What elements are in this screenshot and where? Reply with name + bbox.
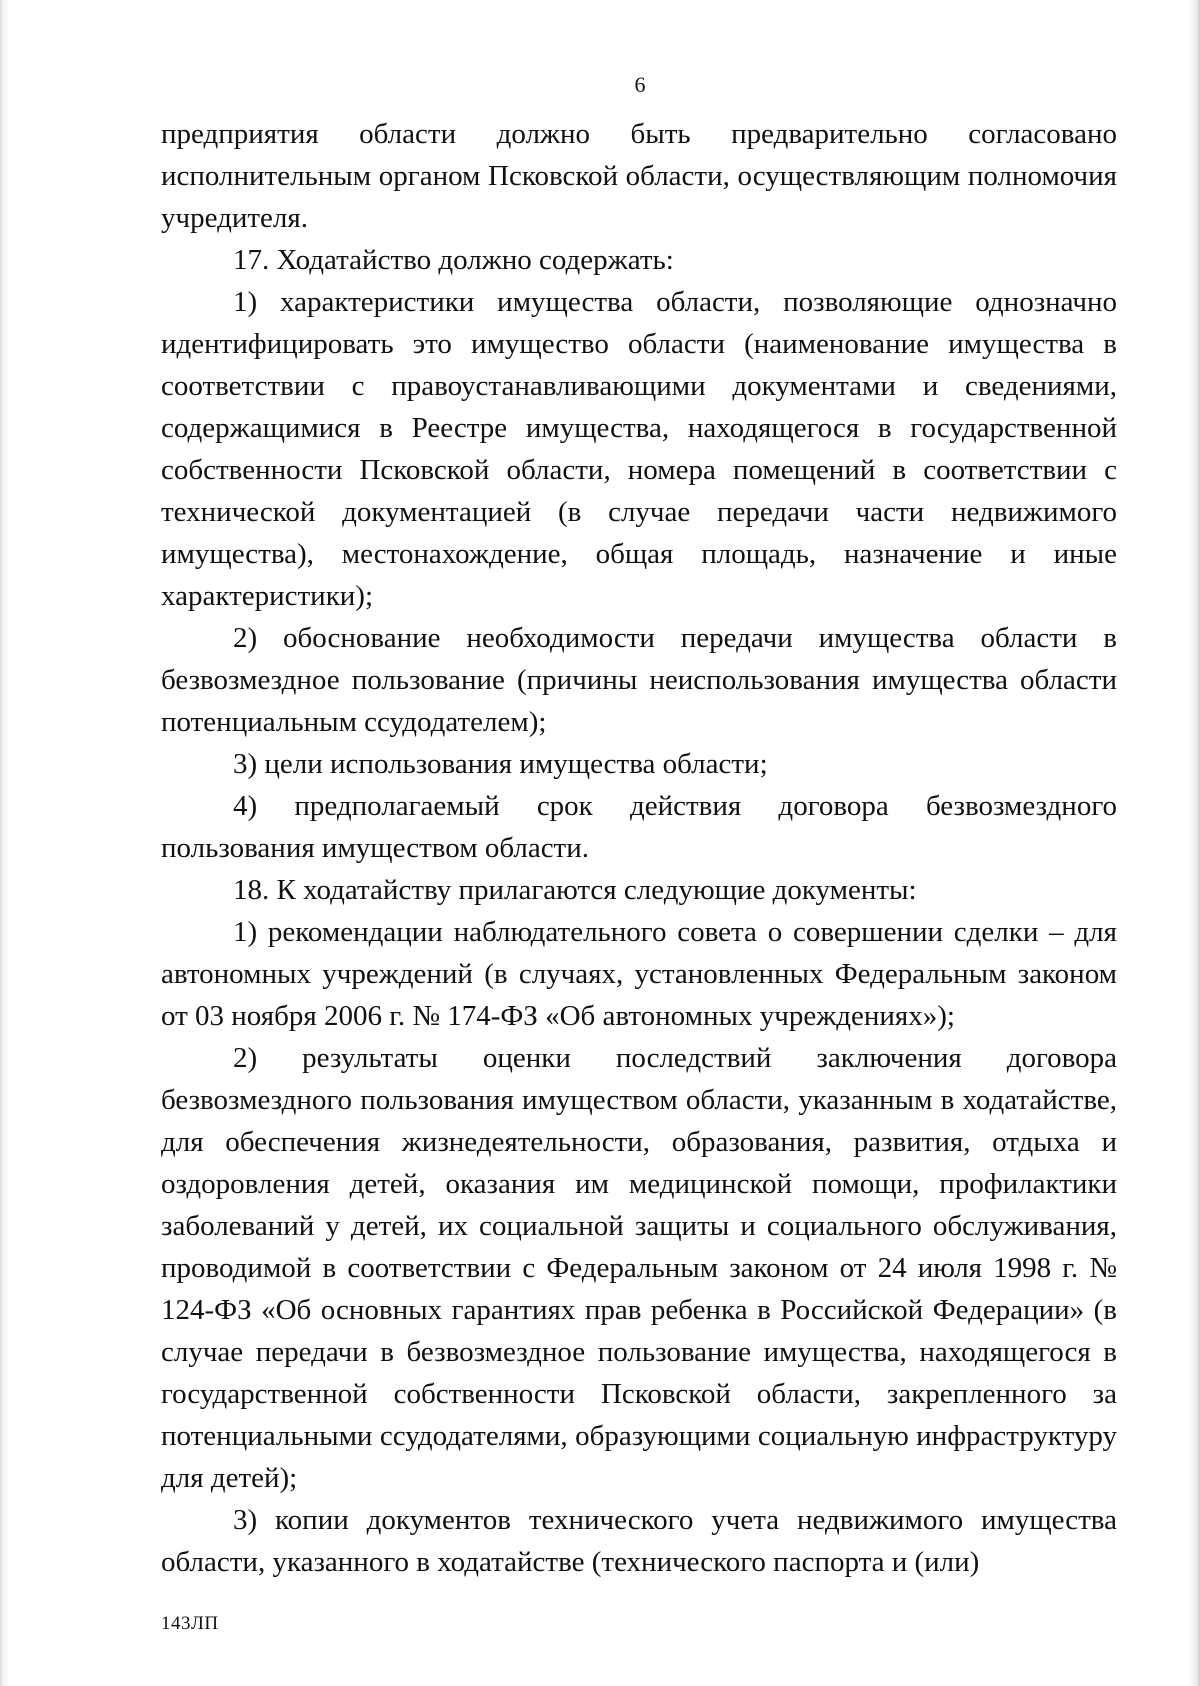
page-number: 6 (634, 72, 646, 97)
scan-edge-right (1188, 0, 1200, 1686)
document-body (161, 113, 1117, 1583)
paragraph-18-sub-1: 1) рекомендации наблюдательного совета о совершении сделки – для автономных учреждений (в случаях, установленных Федеральным законом от 03 ноября 2006 г. № 174-ФЗ «Об автономных учреждениях»); (161, 916, 1117, 1032)
paragraph-item-18: 18. К ходатайству прилагаются следующие документы: (233, 874, 917, 906)
footer-document-code: 143ЛП (161, 1613, 219, 1634)
scan-edge-left (0, 0, 10, 1686)
paragraph-17-sub-1: 1) характеристики имущества области, позволяющие однозначно идентифицировать это имущество области (наименование имущества в соответствии с правоустанавливающими документами и сведениями, содержащимися в Реестре имущества, находящегося в государственной собственности Псковской области, номера помещений в соответствии с технической документацией (в случае передачи части недвижимого имущества), местонахождение, общая площадь, назначение и иные характеристики); (161, 286, 1117, 612)
paragraph-18-sub-3: 3) копии документов технического учета недвижимого имущества области, указанного в ходатайстве (технического паспорта и (или) (161, 1504, 1117, 1578)
paragraph-18-sub-2: 2) результаты оценки последствий заключения договора безвозмездного пользования имуществом области, указанным в ходатайстве, для обеспечения жизнедеятельности, образования, развития, отдыха и оздоровления детей, оказания им медицинской помощи, профилактики заболеваний у детей, их социальной защиты и социального обслуживания, проводимой в соответствии с Федеральным законом от 24 июля 1998 г. № 124-ФЗ «Об основных гарантиях прав ребенка в Российской Федерации» (в случае передачи в безвозмездное пользование имущества, находящегося в государственной собственности Псковской области, закрепленного за потенциальными ссудодателями, образующими социальную инфраструктуру для детей); (161, 1042, 1117, 1494)
paragraph-17-sub-3: 3) цели использования имущества области; (233, 748, 768, 780)
paragraph-continuation: предприятия области должно быть предварительно согласовано исполнительным органом Псковской области, осуществляющим полномочия учредителя. (161, 118, 1117, 234)
paragraph-17-sub-4: 4) предполагаемый срок действия договора безвозмездного пользования имуществом области. (161, 790, 1117, 864)
paragraph-item-17: 17. Ходатайство должно содержать: (233, 244, 674, 276)
paragraph-17-sub-2: 2) обоснование необходимости передачи имущества области в безвозмездное пользование (причины неиспользования имущества области потенциальным ссудодателем); (161, 622, 1117, 738)
